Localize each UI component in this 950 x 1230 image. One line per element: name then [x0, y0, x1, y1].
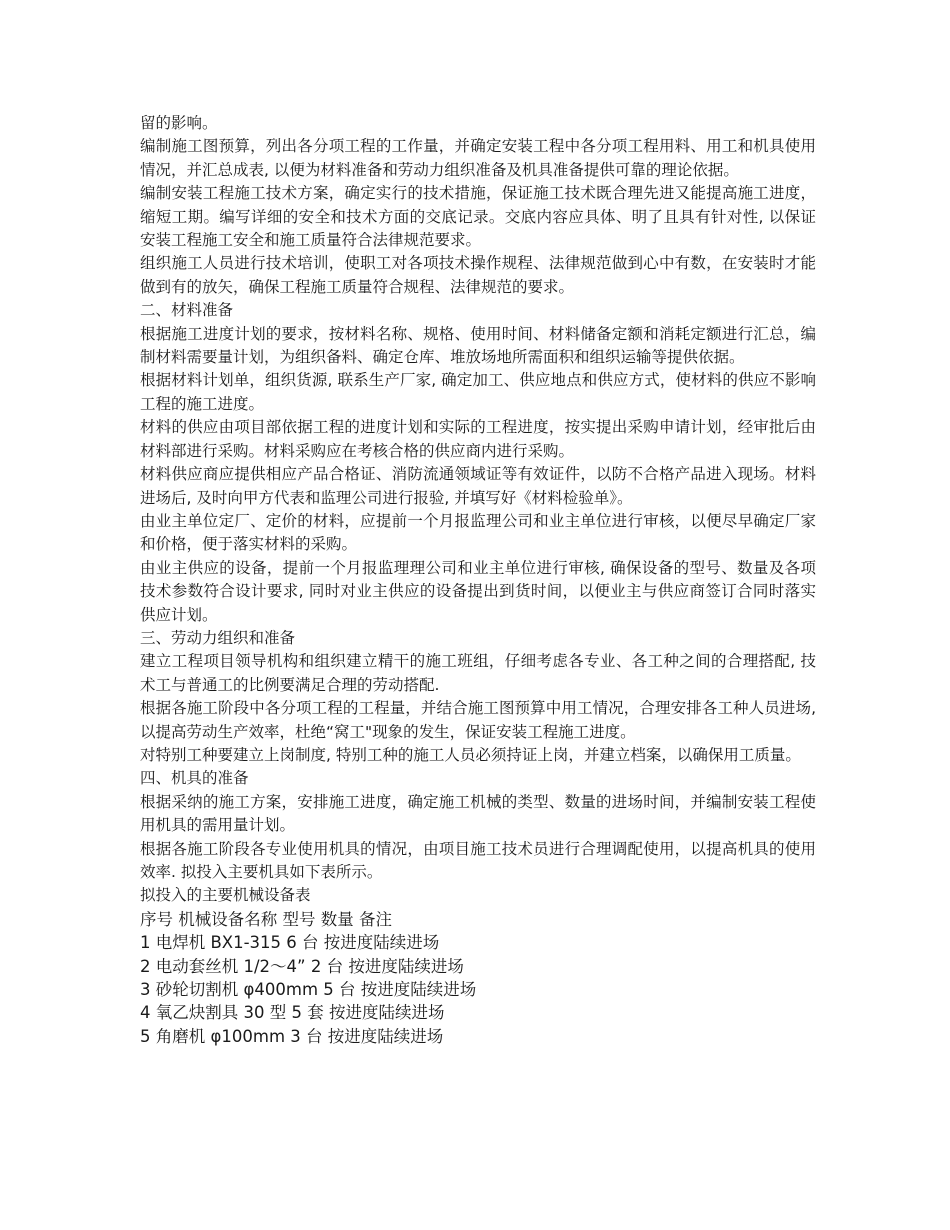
paragraph-intro-tail: 留的影响。 — [140, 114, 218, 132]
paragraph-machinery-plan: 根据采纳的施工方案，安排施工进度，确定施工机械的类型、数量的进场时间，并编制安装工程使用机具的需用量计划。 — [140, 792, 816, 835]
paragraph-owner-equipment: 由业主供应的设备，提前一个月报监理理公司和业主单位进行审核, 确保设备的型号、数量及各项技术参数符合设计要求, 同时对业主供应的设备提出到货时间，以便业主与供应商签订合同时落实供应计划。 — [140, 558, 816, 624]
paragraph-machinery-use: 根据各施工阶段各专业使用机具的情况，由项目施工技术员进行合理调配使用，以提高机具的使用效率. 拟投入主要机具如下表所示。 — [140, 839, 816, 881]
paragraph-budget: 编制施工图预算，列出各分项工程的工作量，并确定安装工程中各分项工程用料、用工和机具使用情况，并汇总成表, 以便为材料准备和劳动力组织准备及机具准备提供可靠的理论依据。 — [140, 137, 816, 179]
paragraph-tech-plan: 编制安装工程施工技术方案，确定实行的技术措施，保证施工技术既合理先进又能提高施工进度，缩短工期。编写详细的安全和技术方面的交底记录。交底内容应具体、明了且具有针对性, 以保证安装工程施工安全和施工质量符合法律规范要求。 — [140, 184, 816, 250]
paragraph-special-workers: 对特别工种要建立上岗制度, 特别工种的施工人员必须持证上岗，并建立档案，以确保用工质量。 — [140, 745, 801, 764]
table-row: 4 氧乙炔割具 30 型 5 套 按进度陆续进场 — [140, 1003, 445, 1023]
paragraph-training: 组织施工人员进行技术培训，使职工对各项技术操作规程、法律规范做到心中有数，在安装时才能做到有的放矢，确保工程施工质量符合规程、法律规范的要求。 — [140, 254, 816, 296]
table-header-row: 序号 机械设备名称 型号 数量 备注 — [140, 909, 392, 929]
paragraph-material-plan: 根据施工进度计划的要求，按材料名称、规格、使用时间、材料储备定额和消耗定额进行汇总，编制材料需要量计划，为组织备料、确定仓库、堆放场地所需面积和组织运输等提供依据。 — [140, 324, 816, 367]
equipment-table — [140, 884, 816, 1048]
section-heading-labor: 三、劳动力组织和准备 — [140, 628, 296, 647]
paragraph-material-certificate: 材料供应商应提供相应产品合格证、消防流通领域证等有效证件，以防不合格产品进入现场。材料进场后, 及时向甲方代表和监理公司进行报验, 并填写好《材料检验单》。 — [140, 465, 816, 507]
paragraph-material-purchase: 材料的供应由项目部依据工程的进度计划和实际的工程进度，按实提出采购申请计划，经审批后由材料部进行采购。材料采购应在考核合格的供应商内进行采购。 — [140, 418, 816, 460]
paragraph-labor-team: 建立工程项目领导机构和组织建立精干的施工班组，仔细考虑各专业、各工种之间的合理搭配, 技术工与普通工的比例要满足合理的劳动搭配. — [140, 652, 816, 694]
paragraph-material-source: 根据材料计划单，组织货源, 联系生产厂家, 确定加工、供应地点和供应方式，使材料的供应不影响工程的施工进度。 — [140, 371, 816, 413]
table-row: 2 电动套丝机 1/2～4” 2 台 按进度陆续进场 — [140, 956, 464, 976]
table-row: 5 角磨机 φ100mm 3 台 按进度陆续进场 — [140, 1026, 444, 1046]
paragraph-owner-material: 由业主单位定厂、定价的材料，应提前一个月报监理公司和业主单位进行审核，以便尽早确定厂家和价格，便于落实材料的采购。 — [140, 511, 816, 554]
document-page — [140, 112, 816, 1048]
section-heading-materials: 二、材料准备 — [140, 301, 234, 320]
table-row: 3 砂轮切割机 φ400mm 5 台 按进度陆续进场 — [140, 980, 477, 1000]
document-body — [140, 112, 816, 884]
paragraph-labor-schedule: 根据各施工阶段中各分项工程的工程量，并结合施工图预算中用工情况，合理安排各工种人员进场, 以提高劳动生产效率，杜绝“窝工"现象的发生，保证安装工程施工进度。 — [140, 699, 816, 741]
table-title: 拟投入的主要机械设备表 — [140, 886, 311, 905]
section-heading-machinery: 四、机具的准备 — [140, 769, 249, 788]
table-row: 1 电焊机 BX1-315 6 台 按进度陆续进场 — [140, 933, 440, 953]
